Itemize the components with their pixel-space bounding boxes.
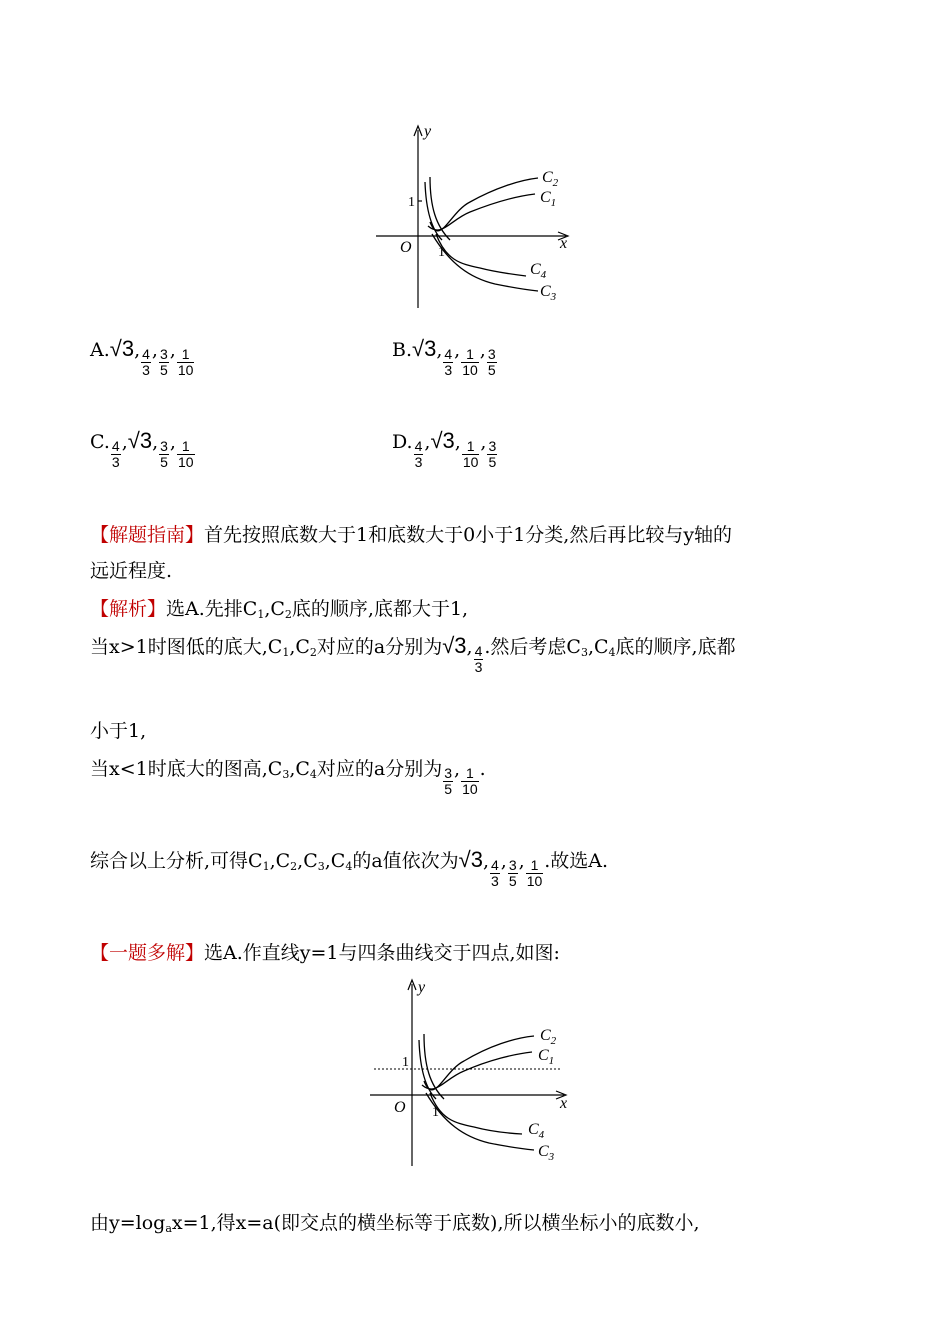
sqrt-3: √3: [442, 633, 467, 658]
analysis-line-2: 当x>1时图低的底大$,C_1,C_2$对应的a分别为√3, $\frac{4}{3}$ .然后考虑$C_3,C_4$底的顺序,底都: [90, 633, 736, 675]
option-a: A.√3, $\frac{4}{3}$ , $\frac{3}{5}$ , $\frac{1}{10}$: [90, 336, 194, 378]
summary-line: 综合以上分析,可得$C_1,C_2,C_3,C_4$的a值依次为√3, $\frac{4}{3}$ , $\frac{3}{5}$ , $\frac{1}{10}$ .故选A.: [90, 847, 609, 889]
origin-label: O: [394, 1099, 406, 1116]
fraction: $\frac{4}{3}$: [474, 643, 483, 675]
fraction: $\frac{4}{3}$: [111, 438, 120, 470]
sqrt-3: √3: [430, 428, 455, 453]
label-c2: $C_2$: [542, 169, 559, 189]
y-axis-label: y: [424, 123, 432, 140]
axes: [370, 984, 564, 1166]
label-c4: $C_4$: [530, 261, 547, 281]
last-line: 由$y=\log_ax=1$,得x=a(即交点的横坐标等于底数),所以横坐标小的底数小,: [90, 1212, 700, 1235]
axes: [376, 130, 566, 308]
curve-c1: [422, 1052, 532, 1089]
option-b: B.√3, $\frac{4}{3}$ , $\frac{1}{10}$ , $\frac{3}{5}$: [392, 336, 496, 378]
label-c4: $C_4$: [528, 1121, 545, 1141]
fraction: $\frac{3}{5}$: [444, 765, 453, 797]
guide-text: 首先按照底数大于1和底数大于0小于1分类,然后再比较与y轴的: [204, 524, 733, 546]
fraction: $\frac{3}{5}$: [508, 857, 517, 889]
curve-c3: [432, 234, 538, 291]
curve-c2: [424, 1036, 534, 1090]
analysis-line-1: 【解析】选A.先排$C_1,C_2$底的顺序,底都大于1,: [90, 598, 469, 621]
label-c3: $C_3$: [538, 1143, 555, 1163]
fraction: $\frac{3}{5}$: [487, 346, 496, 378]
sqrt-3: √3: [127, 428, 153, 453]
x-one-label: 1: [432, 1105, 439, 1120]
fraction: $\frac{4}{3}$: [491, 857, 499, 889]
curve-c2: [430, 178, 538, 231]
y-one-label: 1: [408, 195, 415, 210]
option-c: C. $\frac{4}{3}$ ,√3, $\frac{3}{5}$ , $\frac{1}{10}$: [90, 428, 194, 470]
curves: [419, 1034, 534, 1150]
analysis-line-3: 小于1,: [90, 720, 147, 742]
guide-line-1: [90, 520, 732, 547]
option-b-label: B.: [392, 339, 413, 361]
origin-label: O: [400, 239, 412, 256]
label-c2: $C_2$: [540, 1027, 557, 1047]
fraction: $\frac{1}{10}$: [177, 438, 194, 470]
curves: [425, 177, 538, 291]
label-c1: $C_1$: [538, 1047, 555, 1067]
analysis-tag: 【解析】: [90, 598, 167, 620]
curve-c3: [426, 1093, 534, 1150]
fraction: $\frac{1}{10}$: [462, 438, 479, 470]
fraction: $\frac{1}{10}$: [526, 857, 543, 889]
x-one-label: 1: [438, 245, 445, 260]
sqrt-3: √3: [458, 847, 483, 872]
option-a-label: A.: [90, 339, 110, 361]
fraction: $\frac{3}{5}$: [159, 346, 168, 378]
fraction: $\frac{3}{5}$: [160, 438, 168, 470]
label-c3: $C_3$: [540, 283, 557, 303]
label-c1: $C_1$: [540, 189, 557, 209]
fraction: $\frac{1}{10}$: [462, 765, 478, 797]
multi-line: 【一题多解】选A.作直线y=1与四条曲线交于四点,如图:: [90, 942, 560, 964]
sqrt-3: √3: [109, 336, 135, 361]
fraction: $\frac{4}{3}$: [142, 346, 150, 378]
x-axis-label: x: [560, 235, 568, 252]
analysis-line-4: 当x<1时底大的图高$,C_3,C_4$对应的a分别为 $\frac{3}{5}$ , $\frac{1}{10}$ .: [90, 758, 486, 797]
fraction: $\frac{1}{10}$: [177, 346, 194, 378]
guide-tag: 【解题指南】: [90, 524, 205, 546]
y-one-label: 1: [402, 1055, 409, 1070]
fraction: $\frac{3}{5}$: [488, 438, 497, 470]
option-c-label: C.: [90, 431, 110, 453]
guide-line-2: 远近程度.: [90, 560, 173, 582]
sqrt-3: √3: [412, 336, 437, 361]
graph-2: [364, 976, 590, 1170]
curve-c1: [428, 194, 535, 230]
multi-tag: 【一题多解】: [90, 942, 205, 964]
fraction: $\frac{4}{3}$: [444, 346, 453, 378]
fraction: $\frac{1}{10}$: [462, 346, 478, 378]
option-d-label: D.: [392, 431, 413, 453]
x-axis-label: x: [560, 1095, 568, 1112]
fraction: $\frac{4}{3}$: [414, 438, 423, 470]
graph-1: [370, 122, 590, 312]
y-axis-label: y: [418, 979, 426, 996]
option-d: D. $\frac{4}{3}$ ,√3, $\frac{1}{10}$ , $\frac{3}{5}$: [392, 428, 497, 470]
